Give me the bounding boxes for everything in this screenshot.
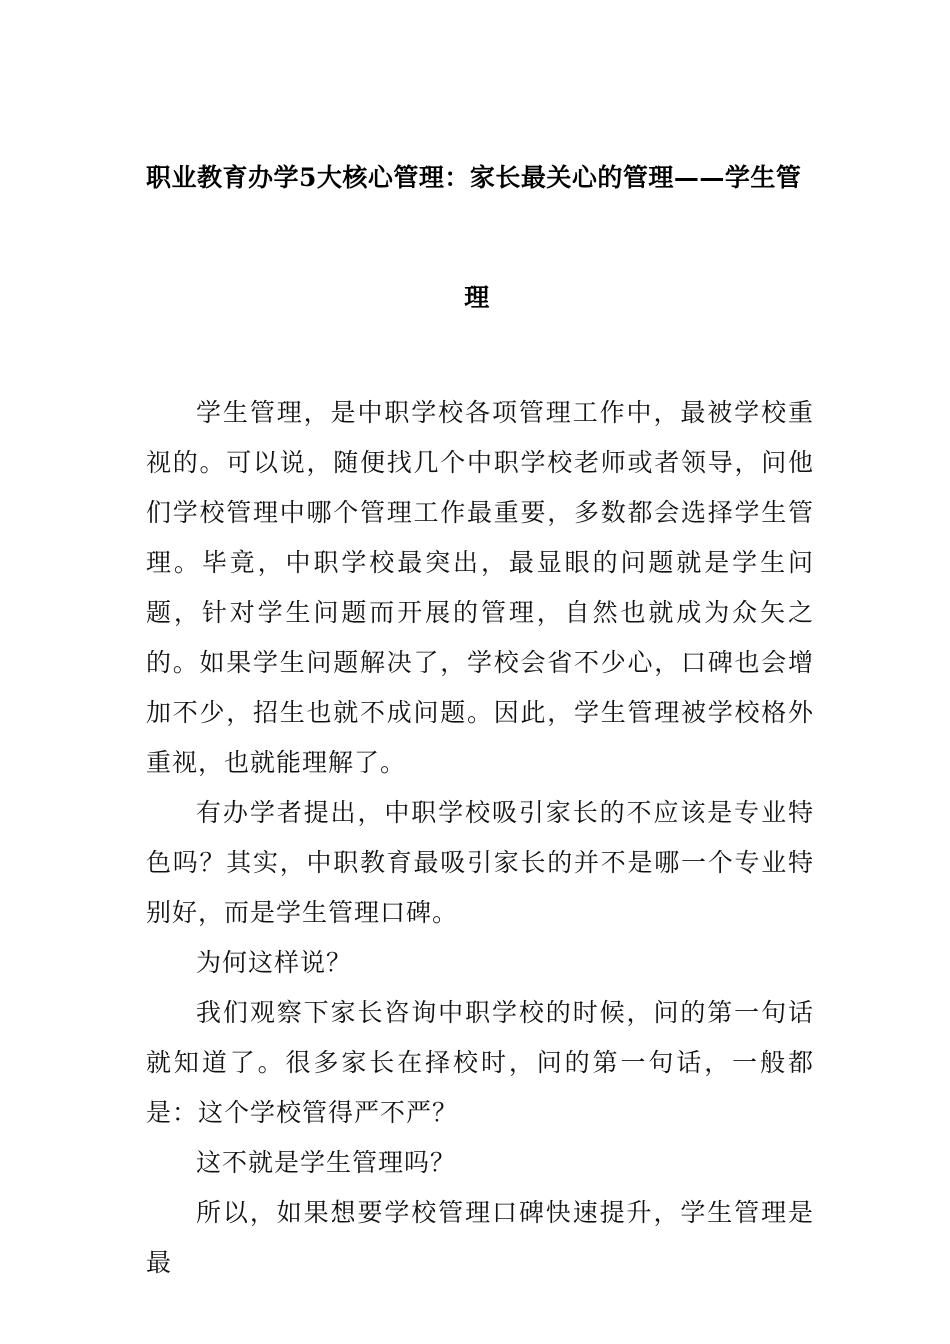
document-body xyxy=(146,388,814,1288)
paragraph: 学生管理，是中职学校各项管理工作中，最被学校重视的。可以说，随便找几个中职学校老师或者领导，问他们学校管理中哪个管理工作最重要，多数都会选择学生管理。毕竟，中职学校最突出，最显眼的问题就是学生问题，针对学生问题而开展的管理，自然也就成为众矢之的。如果学生问题解决了，学校会省不少心，口碑也会增加不少，招生也就不成问题。因此，学生管理被学校格外重视，也就能理解了。 xyxy=(146,398,814,777)
document-title-line-2: 理 xyxy=(464,283,490,312)
paragraph: 有办学者提出，中职学校吸引家长的不应该是专业特色吗？其实，中职教育最吸引家长的并不是哪一个专业特别好，而是学生管理口碑。 xyxy=(146,798,814,927)
document-title-line-1: 职业教育办学5大核心管理：家长最关心的管理——学生管 xyxy=(146,163,802,192)
paragraph: 我们观察下家长咨询中职学校的时候，问的第一句话就知道了。很多家长在择校时，问的第一句话，一般都是：这个学校管得严不严？ xyxy=(146,998,814,1127)
paragraph: 为何这样说？ xyxy=(196,948,353,977)
paragraph: 这不就是学生管理吗？ xyxy=(196,1148,457,1177)
paragraph: 所以，如果想要学校管理口碑快速提升，学生管理是最 xyxy=(146,1198,814,1277)
